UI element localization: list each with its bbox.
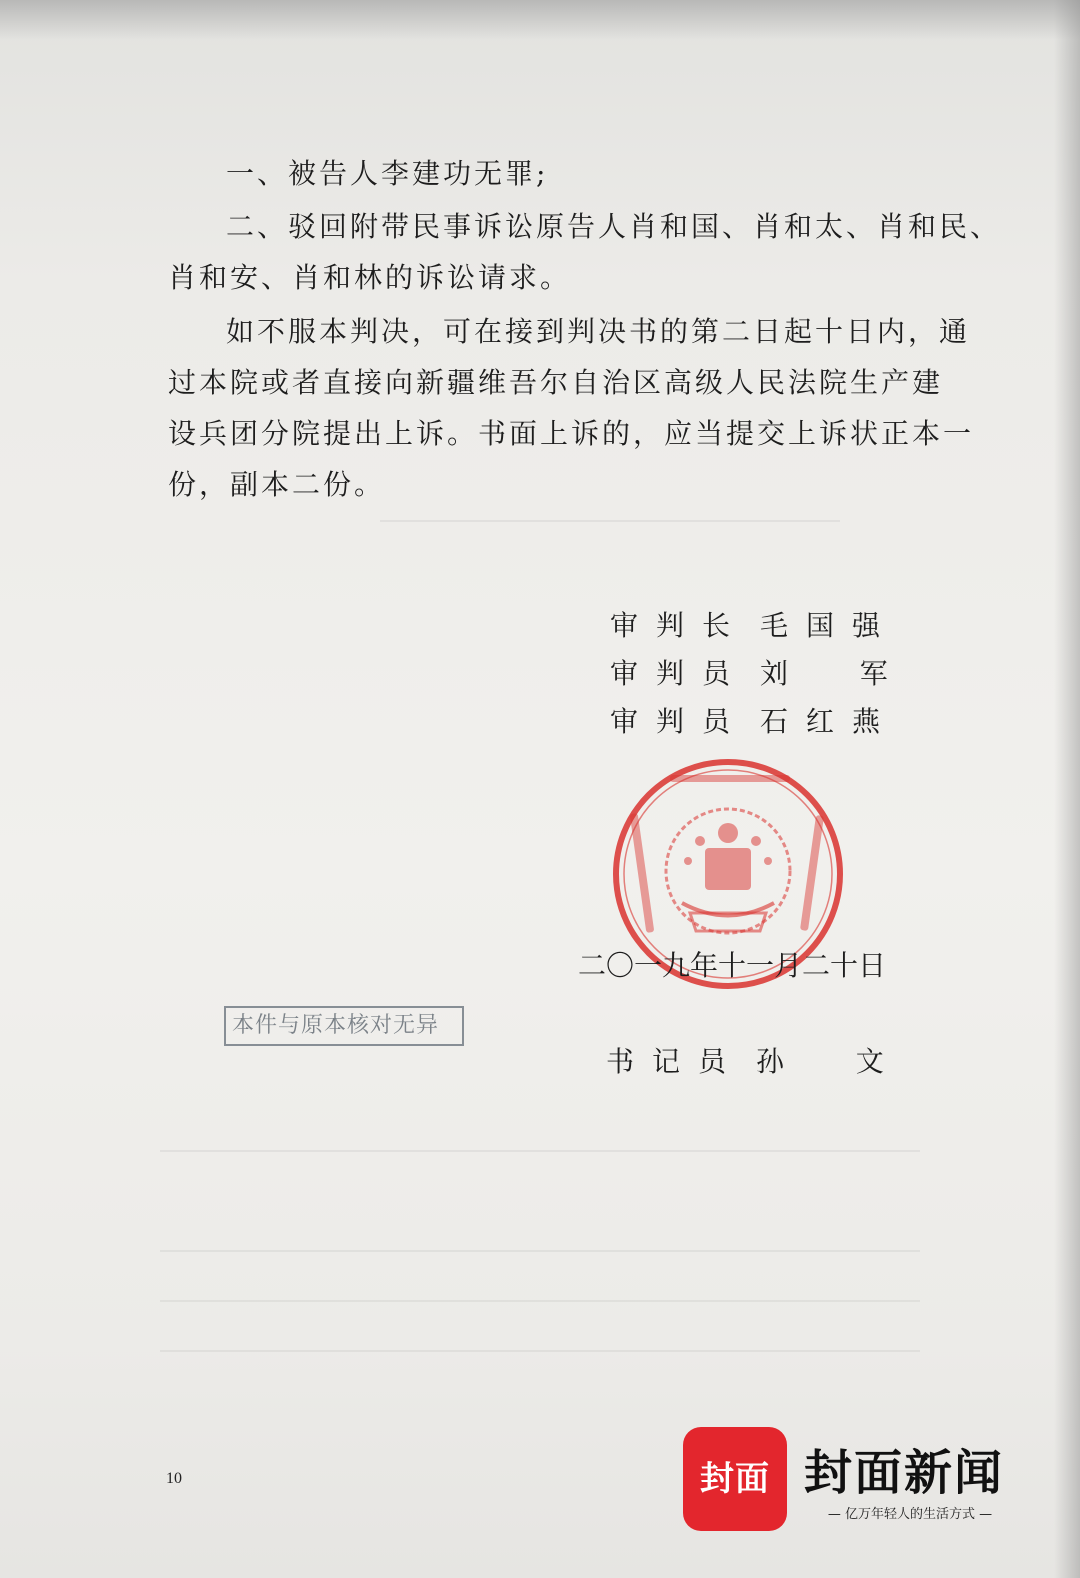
signature-title: 审判长 <box>610 609 749 642</box>
brand-name: 封面新闻 <box>804 1445 1005 1501</box>
page-shadow-right <box>1054 0 1080 1578</box>
signature-title: 书记员 <box>606 1045 745 1078</box>
signature-title: 审判员 <box>610 657 749 690</box>
signature-presiding-judge <box>610 604 898 644</box>
signature-clerk <box>606 1040 902 1080</box>
appeal-notice-line-4: 份，副本二份。 <box>168 468 386 501</box>
brand-logo-icon: 封面 <box>683 1427 787 1531</box>
signature-name: 石红燕 <box>760 705 899 738</box>
certification-stamp: 本件与原本核对无异 <box>224 1006 464 1046</box>
judgment-item-2-cont: 肖和安、肖和林的诉讼请求。 <box>168 261 572 294</box>
appeal-notice-line-3: 设兵团分院提出上诉。书面上诉的，应当提交上诉状正本一 <box>168 417 975 450</box>
appeal-notice-line-2: 过本院或者直接向新疆维吾尔自治区高级人民法院生产建 <box>168 366 944 399</box>
page-number: 10 <box>166 1470 182 1487</box>
judgment-item-1: 一、被告人李建功无罪; <box>226 157 549 190</box>
brand-slogan: — 亿万年轻人的生活方式 — <box>827 1507 993 1522</box>
signature-name: 孙 文 <box>756 1045 902 1078</box>
page-shadow-top <box>0 0 1080 40</box>
bleed-through-line <box>160 1250 920 1252</box>
signature-judge-1 <box>610 652 906 692</box>
bleed-through-line <box>160 1350 920 1352</box>
bleed-through-line <box>380 520 840 522</box>
bleed-through-line <box>160 1300 920 1302</box>
signature-name: 刘 军 <box>760 657 906 690</box>
bleed-through-line <box>160 1150 920 1152</box>
signature-title: 审判员 <box>610 705 749 738</box>
signature-name: 毛国强 <box>760 609 899 642</box>
judgment-item-2: 二、驳回附带民事诉讼原告人肖和国、肖和太、肖和民、 <box>226 210 1002 243</box>
judgment-date: 二〇一九年十一月二十日 <box>578 949 887 982</box>
signature-judge-2 <box>610 700 898 740</box>
appeal-notice-line-1: 如不服本判决，可在接到判决书的第二日起十日内，通 <box>226 315 971 348</box>
